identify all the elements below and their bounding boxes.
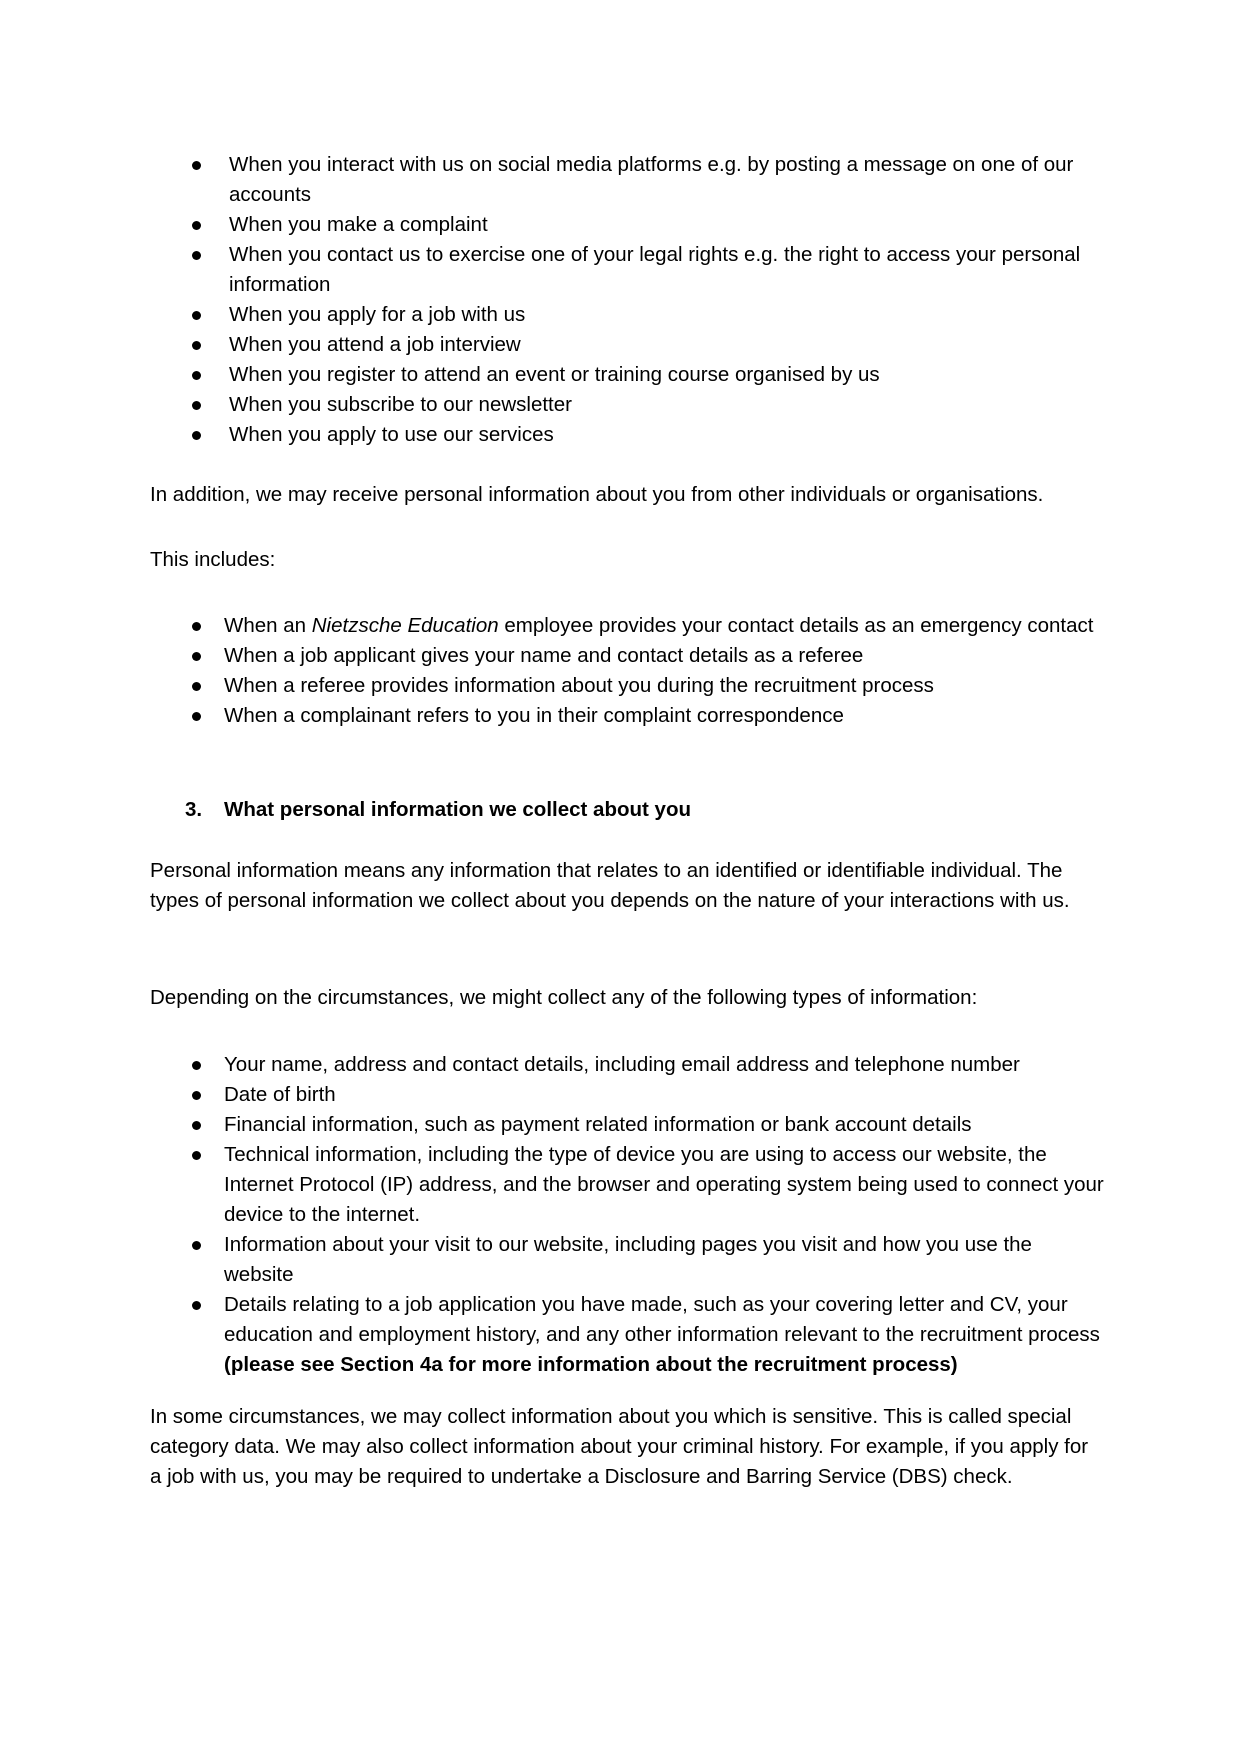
list-item-text: When you register to attend an event or training course organised by us	[229, 363, 880, 386]
list-item-text: When you interact with us on social media platforms e.g. by posting a message on one of our accounts	[229, 153, 1074, 206]
bullet-icon	[192, 251, 201, 260]
list-item	[224, 701, 1104, 731]
list-item	[224, 1290, 1104, 1380]
bullet-icon	[192, 1121, 201, 1130]
list-item-text: Financial information, such as payment related information or bank account details	[224, 1113, 972, 1136]
bullet-icon	[192, 1151, 201, 1160]
list-item	[229, 330, 1109, 360]
bullet-icon	[192, 682, 201, 691]
list-item-text-pre: When an	[224, 614, 312, 637]
bullet-icon	[192, 1091, 201, 1100]
paragraph-special-category: In some circumstances, we may collect information about you which is sensitive. This is called special category data. We may also collect information about your criminal history. For example, if you apply for a job with us, you may be required to undertake a Disclosure and Barring Service (DBS) check.	[150, 1405, 1089, 1488]
list-item	[229, 240, 1109, 300]
other-sources-list	[224, 611, 1104, 731]
paragraph-depending: Depending on the circumstances, we might collect any of the following types of information:	[150, 986, 978, 1009]
list-item-text: When you attend a job interview	[229, 333, 521, 356]
bullet-icon	[192, 1061, 201, 1070]
list-item	[224, 1050, 1104, 1080]
list-item	[224, 641, 1104, 671]
list-item	[229, 420, 1109, 450]
section-title: What personal information we collect about you	[224, 798, 691, 821]
section-reference: (please see Section 4a for more information about the recruitment process)	[224, 1353, 958, 1376]
bullet-icon	[192, 341, 201, 350]
interactions-list	[229, 150, 1109, 450]
list-item-text: Details relating to a job application you have made, such as your covering letter and CV, your education and employment history, and any other information relevant to the recruitment process	[224, 1293, 1100, 1346]
list-item	[224, 1080, 1104, 1110]
bullet-icon	[192, 622, 201, 631]
list-item-text: When you apply to use our services	[229, 423, 554, 446]
bullet-icon	[192, 1241, 201, 1250]
paragraph-addition: In addition, we may receive personal information about you from other individuals or organisations.	[150, 483, 1044, 506]
bullet-icon	[192, 431, 201, 440]
list-item	[224, 671, 1104, 701]
list-item-text: When you subscribe to our newsletter	[229, 393, 572, 416]
bullet-icon	[192, 401, 201, 410]
bullet-icon	[192, 311, 201, 320]
list-item	[229, 360, 1109, 390]
list-item-text-post: employee provides your contact details as an emergency contact	[498, 614, 1094, 637]
list-item-text: When a referee provides information about you during the recruitment process	[224, 674, 934, 697]
information-types-list	[224, 1050, 1104, 1380]
list-item-text: When a complainant refers to you in their complaint correspondence	[224, 704, 844, 727]
bullet-icon	[192, 712, 201, 721]
section-heading	[185, 795, 691, 825]
list-item	[224, 1230, 1104, 1290]
list-item	[224, 611, 1104, 641]
list-item-text: When you contact us to exercise one of your legal rights e.g. the right to access your personal information	[229, 243, 1081, 296]
list-item-text: When you make a complaint	[229, 213, 488, 236]
list-item	[229, 300, 1109, 330]
list-item	[229, 150, 1109, 210]
list-item-text: Your name, address and contact details, including email address and telephone number	[224, 1053, 1020, 1076]
list-item-text: When a job applicant gives your name and contact details as a referee	[224, 644, 864, 667]
list-item	[229, 390, 1109, 420]
list-item	[229, 210, 1109, 240]
bullet-icon	[192, 221, 201, 230]
bullet-icon	[192, 161, 201, 170]
list-item-text: When you apply for a job with us	[229, 303, 526, 326]
bullet-icon	[192, 1301, 201, 1310]
organisation-name: Nietzsche Education	[311, 614, 499, 637]
bullet-icon	[192, 371, 201, 380]
list-item	[224, 1140, 1104, 1230]
list-item-text: Technical information, including the type of device you are using to access our website, the Internet Protocol (IP) address, and the browser and operating system being used to connect your device to the internet.	[224, 1143, 1104, 1226]
bullet-icon	[192, 652, 201, 661]
paragraph-includes: This includes:	[150, 548, 276, 571]
list-item	[224, 1110, 1104, 1140]
section-number: 3.	[185, 798, 203, 821]
paragraph-definition: Personal information means any information that relates to an identified or identifiable individual. The types of personal information we collect about you depends on the nature of your interactions with us.	[150, 859, 1070, 912]
list-item-text: Date of birth	[224, 1083, 336, 1106]
list-item-text: Information about your visit to our website, including pages you visit and how you use the website	[224, 1233, 1032, 1286]
